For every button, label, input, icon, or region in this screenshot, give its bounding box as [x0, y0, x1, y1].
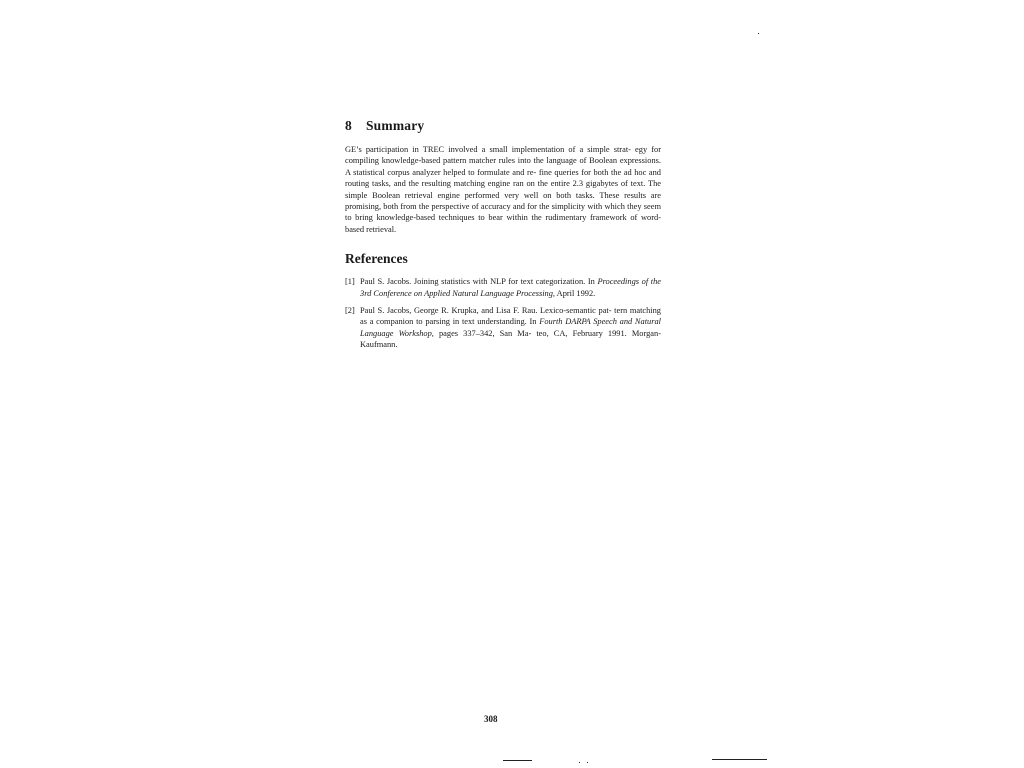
reference-label: [2] — [345, 306, 355, 316]
scan-speck — [579, 762, 580, 763]
reference-body — [360, 276, 661, 299]
references-heading: References — [345, 251, 408, 267]
section-number: 8 — [345, 118, 352, 133]
scan-line — [712, 759, 767, 760]
reference-text-tail: April 1992. — [555, 288, 596, 298]
reference-label: [1] — [345, 277, 355, 287]
reference-list — [345, 276, 661, 350]
reference-item-1 — [345, 276, 661, 299]
reference-text: Paul S. Jacobs. Joining statistics with NLP for text categorization. In — [360, 277, 598, 287]
text-column — [345, 118, 661, 357]
reference-item-2 — [345, 305, 661, 351]
section-title: Summary — [365, 118, 425, 133]
scan-speck — [758, 33, 759, 34]
scan-line — [503, 760, 532, 761]
reference-venue: Proceedings of the 3rd Conference on Applied Natural Language Processing, — [360, 277, 661, 298]
reference-body — [360, 305, 661, 351]
scan-speck — [587, 762, 588, 763]
section-heading — [345, 118, 661, 134]
page-number: 308 — [484, 714, 498, 724]
summary-paragraph: GE’s participation in TREC involved a small implementation of a simple strat- egy for compiling knowledge-based pattern matcher rules into the language of Boolean expressions. A statistical corpus analyzer helped to formulate and re- fine queries for both the ad hoc and routing tasks, and the resulting matching engine ran on the entire 2.3 gigabytes of text. The simple Boolean retrieval engine performed very well on both tasks. These results are promising, both from the perspective of accuracy and for the simplicity with which they seem to bring knowledge-based techniques to bear within the rudimentary framework of word-based retrieval. — [345, 145, 661, 234]
reference-venue: Fourth DARPA Speech and Natural Language Workshop, — [360, 317, 661, 338]
reference-text: Paul S. Jacobs, George R. Krupka, and Lisa F. Rau. Lexico-semantic pat- tern matching as a companion to parsing in text understanding. In — [360, 306, 661, 327]
reference-text-tail: pages 337–342, San Ma- teo, CA, February 1991. Morgan-Kaufmann. — [360, 328, 661, 350]
